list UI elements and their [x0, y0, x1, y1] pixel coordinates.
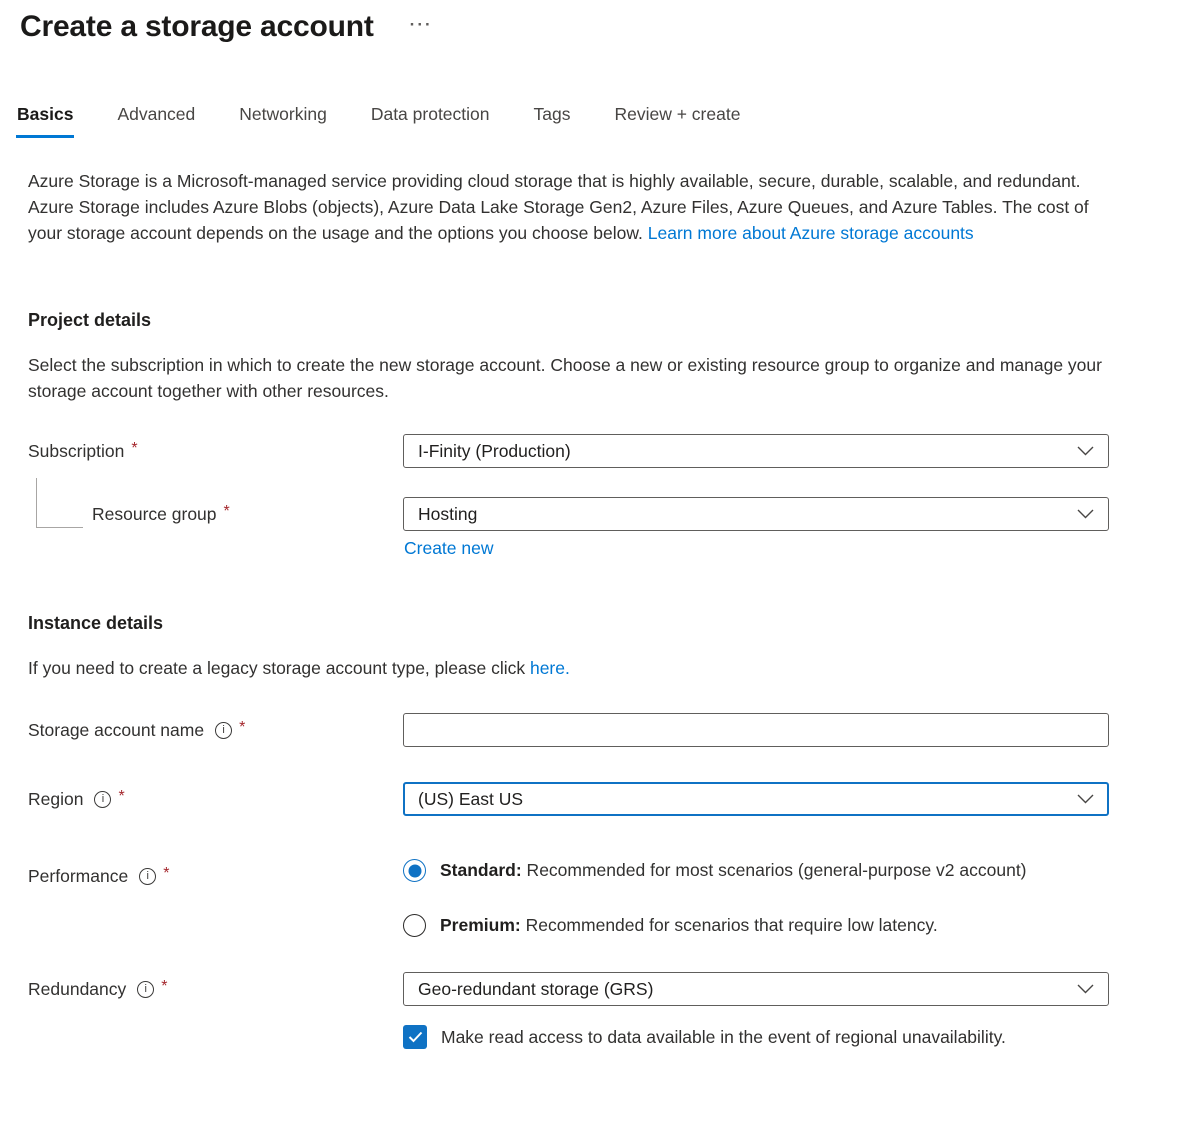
legacy-account-text: If you need to create a legacy storage account type, please click: [28, 658, 530, 678]
tab-basics[interactable]: [16, 104, 74, 138]
tab-data-protection-label: Data protection: [370, 104, 490, 124]
performance-label-cell: [28, 859, 403, 893]
read-access-checkbox[interactable]: [403, 1025, 1109, 1049]
resource-group-label: Resource group: [92, 503, 217, 524]
subscription-label: Subscription: [28, 440, 125, 461]
redundancy-dropdown-value: Geo-redundant storage (GRS): [418, 978, 654, 999]
tab-networking[interactable]: [238, 104, 328, 138]
intro-text: Azure Storage is a Microsoft-managed service providing cloud storage that is highly available, secure, durable, scalable, and redundant. Azure Storage includes Azure Blobs (objects), Azure Data Lake Storage Gen2, Azure Files, Azure Queues, and Azure Tables. The cost of your storage account depends on the usage and the options you choose below.: [28, 171, 1089, 243]
resource-group-control-cell: [403, 497, 1109, 559]
performance-standard-text: [440, 860, 1027, 881]
project-details-description: Select the subscription in which to create the new storage account. Choose a new or existing resource group to organize and manage your storage account together with other resources.: [28, 355, 1102, 401]
subscription-required-asterisk: *: [131, 440, 138, 457]
storage-account-name-required-asterisk: *: [239, 719, 246, 736]
performance-standard-radio[interactable]: [403, 859, 1109, 882]
tab-review-create[interactable]: [613, 104, 741, 138]
chevron-down-icon: [1077, 794, 1094, 804]
performance-required-asterisk: *: [163, 865, 170, 882]
performance-standard-description: Recommended for most scenarios (general-purpose v2 account): [521, 860, 1027, 880]
performance-premium-description: Recommended for scenarios that require low latency.: [520, 915, 938, 935]
info-icon[interactable]: i: [139, 868, 156, 885]
storage-account-name-label: Storage account name: [28, 719, 205, 740]
resource-group-connector-line: [36, 478, 83, 528]
storage-account-name-row: [28, 713, 1109, 747]
resource-group-row: [28, 497, 1109, 559]
region-label-cell: [28, 782, 403, 816]
legacy-account-here-link[interactable]: here.: [529, 658, 570, 678]
radio-selected-icon: [403, 859, 426, 882]
tab-tags-label: Tags: [533, 104, 571, 124]
performance-premium-name: Premium:: [440, 915, 521, 935]
redundancy-control-cell: [403, 972, 1109, 1049]
info-icon[interactable]: i: [137, 981, 154, 998]
instance-details-form: [0, 713, 1200, 1049]
page-header: [0, 0, 1200, 44]
radio-unselected-icon: [403, 914, 426, 937]
tab-advanced[interactable]: [116, 104, 196, 138]
region-dropdown-value: (US) East US: [418, 788, 524, 809]
redundancy-label-cell: [28, 972, 403, 1006]
info-icon[interactable]: i: [94, 791, 111, 808]
subscription-dropdown[interactable]: [403, 434, 1109, 468]
performance-premium-radio[interactable]: [403, 914, 1109, 937]
redundancy-row: [28, 972, 1109, 1049]
legacy-account-paragraph: [28, 655, 1109, 681]
resource-group-required-asterisk: *: [223, 503, 230, 520]
redundancy-dropdown[interactable]: [403, 972, 1109, 1006]
region-required-asterisk: *: [118, 788, 125, 805]
resource-group-dropdown[interactable]: [403, 497, 1109, 531]
chevron-down-icon: [1077, 509, 1094, 519]
tab-advanced-label: Advanced: [117, 104, 196, 124]
learn-more-link[interactable]: Learn more about Azure storage accounts: [647, 223, 974, 243]
storage-account-name-input[interactable]: [403, 713, 1109, 747]
chevron-down-icon: [1077, 446, 1094, 456]
performance-standard-name: Standard:: [440, 860, 522, 880]
tab-data-protection[interactable]: [370, 104, 491, 138]
info-icon[interactable]: i: [215, 722, 232, 739]
region-row: [28, 782, 1109, 816]
performance-label: Performance: [28, 865, 129, 886]
redundancy-required-asterisk: *: [161, 978, 168, 995]
read-access-checkbox-label: Make read access to data available in the event of regional unavailability.: [441, 1026, 1006, 1047]
project-details-heading: Project details: [28, 310, 152, 330]
instance-details-heading: Instance details: [28, 613, 164, 633]
subscription-row: [28, 434, 1109, 468]
tab-bar: [16, 104, 1200, 138]
storage-account-name-label-cell: [28, 713, 403, 747]
project-details-form: [0, 434, 1200, 559]
resource-group-label-cell: [28, 497, 403, 531]
performance-row: [28, 859, 1109, 937]
subscription-dropdown-value: I-Finity (Production): [418, 440, 571, 461]
intro-paragraph: [28, 168, 1109, 246]
tab-review-create-label: Review + create: [614, 104, 741, 124]
create-new-link[interactable]: Create new: [404, 538, 494, 558]
performance-premium-text: [440, 915, 938, 936]
more-options-button[interactable]: ···: [409, 15, 433, 34]
region-label: Region: [28, 788, 84, 809]
resource-group-dropdown-value: Hosting: [418, 503, 478, 524]
tab-tags[interactable]: [533, 104, 572, 138]
tab-basics-label: Basics: [17, 104, 74, 124]
subscription-label-cell: [28, 434, 403, 468]
performance-options: [403, 859, 1109, 937]
tab-networking-label: Networking: [239, 104, 327, 124]
chevron-down-icon: [1077, 984, 1094, 994]
region-dropdown[interactable]: [403, 782, 1109, 816]
checkbox-checked-icon: [403, 1025, 427, 1049]
page-title: Create a storage account: [20, 10, 374, 43]
redundancy-label: Redundancy: [28, 978, 127, 999]
